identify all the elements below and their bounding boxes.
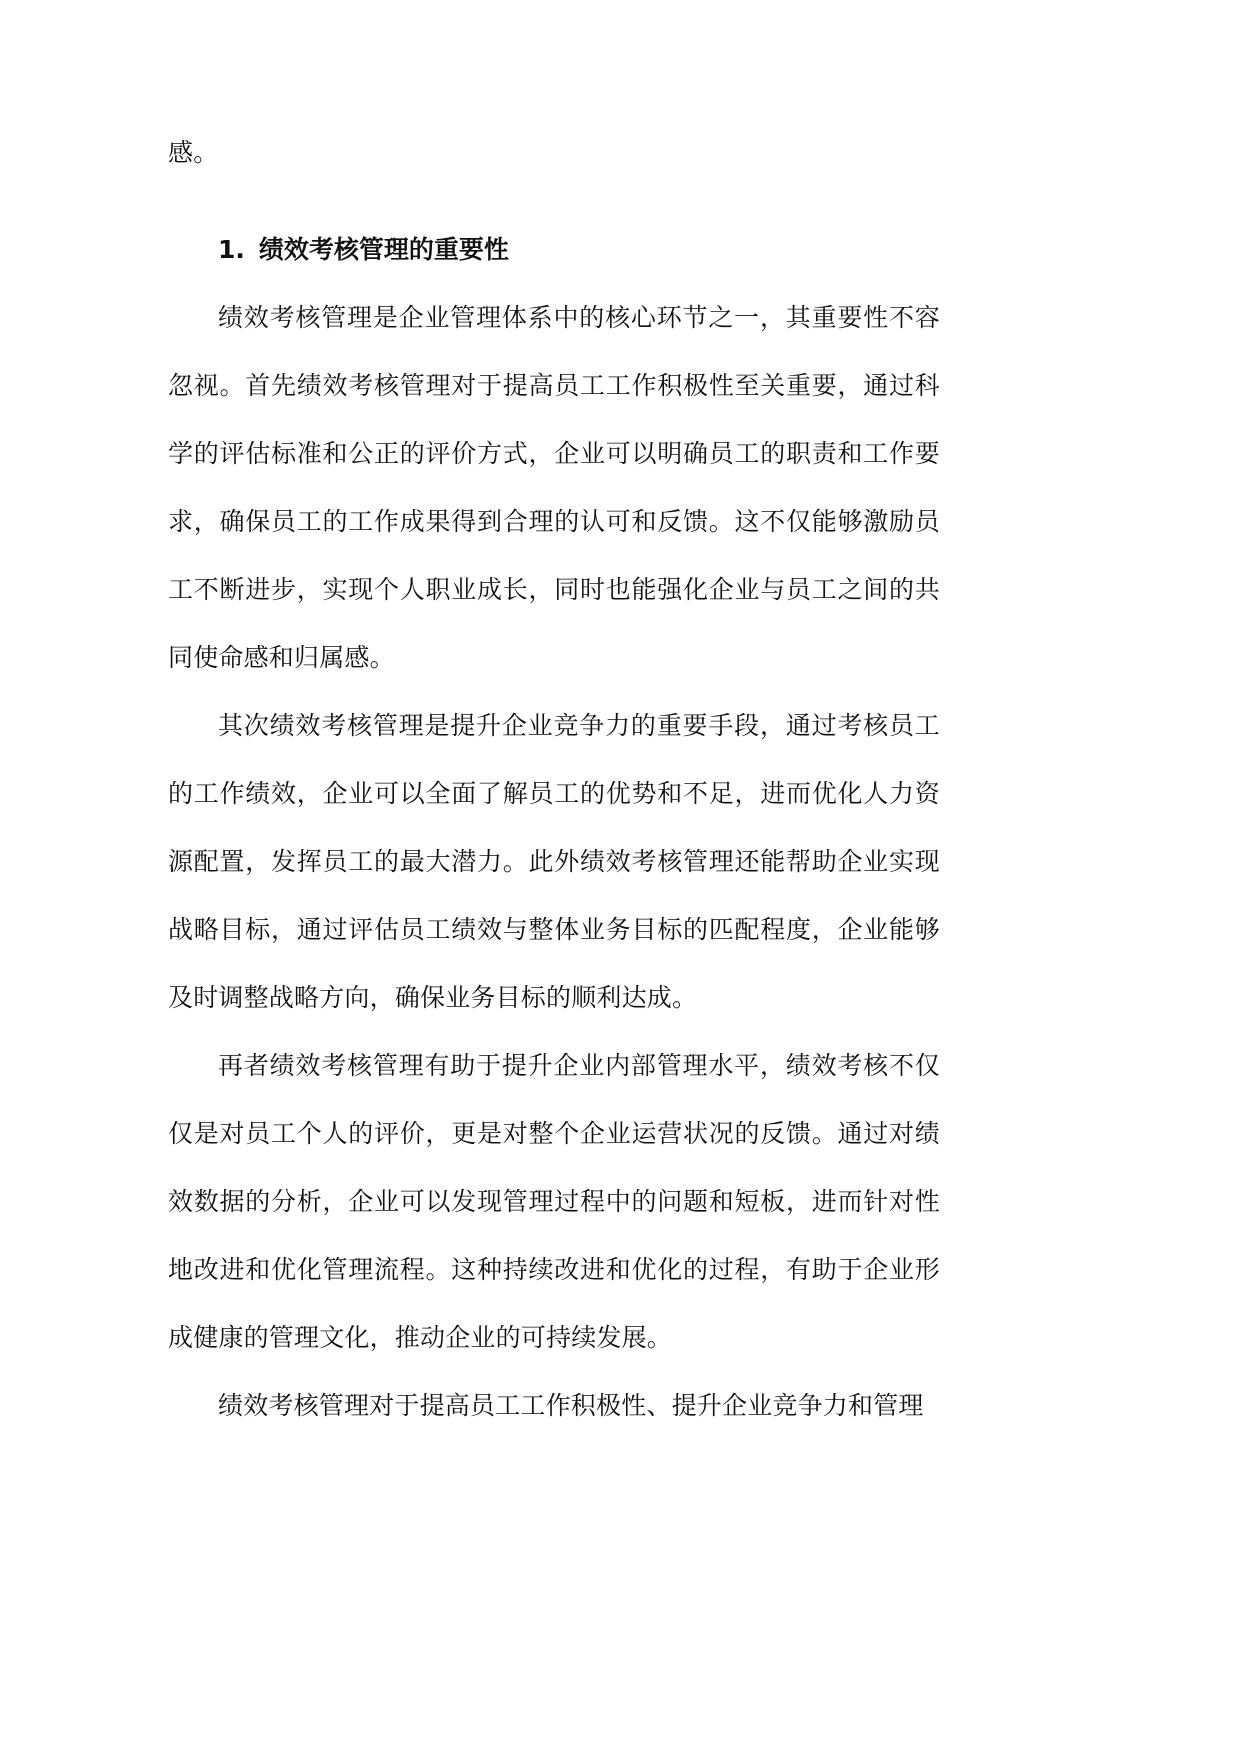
section-heading-number: 1. — [218, 235, 245, 264]
section-heading-title: 绩效考核管理的重要性 — [258, 235, 509, 264]
paragraph-competitiveness: 其次绩效考核管理是提升企业竞争力的重要手段，通过考核员工的工作绩效，企业可以全面了解员工的优势和不足，进而优化人力资源配置，发挥员工的最大潜力。此外绩效考核管理还能帮助企业实现战略目标，通过评估员工绩效与整体业务目标的匹配程度，企业能够及时调整战略方向，确保业务目标的顺利达成。 — [168, 711, 940, 1012]
paragraph-summary: 绩效考核管理对于提高员工工作积极性、提升企业竞争力和管理 — [218, 1391, 924, 1420]
leading-text-line: 感。 — [168, 138, 219, 167]
paragraph-importance-intro: 绩效考核管理是企业管理体系中的核心环节之一，其重要性不容忽视。首先绩效考核管理对于提高员工工作积极性至关重要，通过科学的评估标准和公正的评价方式，企业可以明确员工的职责和工作要求，确保员工的工作成果得到合理的认可和反馈。这不仅能够激励员工不断进步，实现个人职业成长，同时也能强化企业与员工之间的共同使命感和归属感。 — [168, 303, 940, 672]
paragraph-internal-management: 再者绩效考核管理有助于提升企业内部管理水平，绩效考核不仅仅是对员工个人的评价，更是对整个企业运营状况的反馈。通过对绩效数据的分析，企业可以发现管理过程中的问题和短板，进而针对性地改进和优化管理流程。这种持续改进和优化的过程，有助于企业形成健康的管理文化，推动企业的可持续发展。 — [168, 1051, 940, 1352]
section-heading — [218, 216, 509, 284]
